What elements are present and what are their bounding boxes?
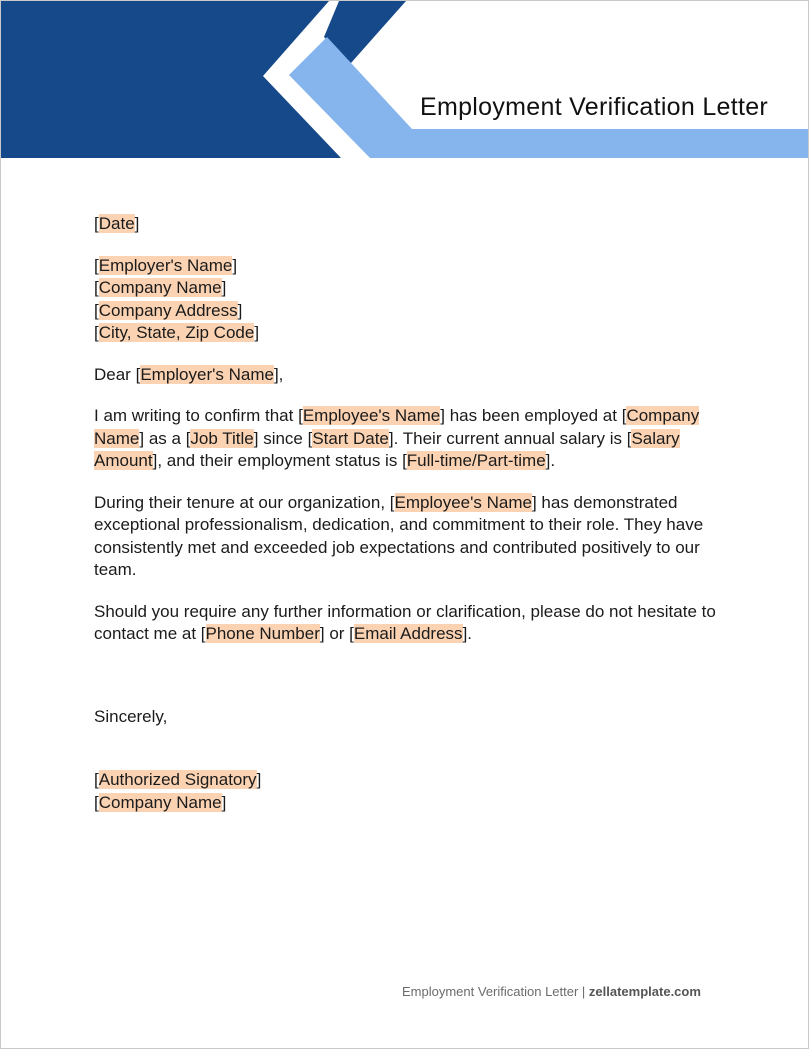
company-name-placeholder: Company Name xyxy=(98,792,222,812)
closing: Sincerely, xyxy=(94,706,168,726)
recipient-city-line: [City, State, Zip Code] xyxy=(94,323,260,342)
recipient-company-line: [Company Name] xyxy=(94,278,227,297)
email-address-placeholder: Email Address xyxy=(353,624,463,643)
authorized-signatory-placeholder: Authorized Signatory xyxy=(98,770,257,789)
paragraph-confirmation: I am writing to confirm that [Employee's Name] has been employed at [Company Name] as a [Job Title] since [Start Date]. Their current annual salary is [Salary Amount], and their employment status is [Full-time/Part-time]. xyxy=(94,406,700,470)
job-title-placeholder: Job Title xyxy=(190,428,254,448)
paragraph-contact: Should you require any further information or clarification, please do not hesitate to contact me at [Phone Number] or [Email Address]. xyxy=(94,601,716,643)
footer-separator: | xyxy=(578,984,589,999)
header-dark-block xyxy=(1,1,341,158)
company-name-placeholder: Company Name xyxy=(98,278,222,297)
recipient-address-line: [Company Address] xyxy=(94,300,243,320)
greeting-employer-placeholder: Employer's Name xyxy=(140,364,274,384)
employee-name-placeholder: Employee's Name xyxy=(302,406,441,425)
date-line: [Date] xyxy=(94,214,140,233)
recipient-address-block xyxy=(94,255,734,345)
employer-name-placeholder: Employer's Name xyxy=(98,255,233,275)
signature-company-line: [Company Name] xyxy=(94,792,227,812)
paragraph-tenure: During their tenure at our organization, [Employee's Name] has demonstrated exceptional professionalism, dedication, and commitment to their role. They have consistently met and exceeded job expectations and contributed positively to our team. xyxy=(94,492,704,579)
footer-site-link[interactable]: zellatemplate.com xyxy=(588,984,701,999)
page-footer xyxy=(402,984,701,999)
letter-body xyxy=(94,213,734,814)
signature-block xyxy=(94,769,734,814)
employment-status-placeholder: Full-time/Part-time xyxy=(406,451,546,470)
document-title: Employment Verification Letter xyxy=(420,93,769,121)
company-name-placeholder: Company Name xyxy=(94,406,700,448)
salary-amount-placeholder: Salary Amount xyxy=(94,428,680,470)
city-state-zip-placeholder: City, State, Zip Code xyxy=(98,323,255,342)
greeting: Dear [Employer's Name], xyxy=(94,364,284,384)
date-placeholder: Date xyxy=(98,214,135,233)
signatory-line: [Authorized Signatory] xyxy=(94,770,262,789)
start-date-placeholder: Start Date xyxy=(312,428,389,448)
recipient-name-line: [Employer's Name] xyxy=(94,255,238,275)
footer-doc-name: Employment Verification Letter xyxy=(402,984,579,999)
employee-name-placeholder: Employee's Name xyxy=(394,492,532,512)
header-banner xyxy=(1,1,809,161)
company-address-placeholder: Company Address xyxy=(98,300,238,320)
phone-number-placeholder: Phone Number xyxy=(205,624,320,643)
